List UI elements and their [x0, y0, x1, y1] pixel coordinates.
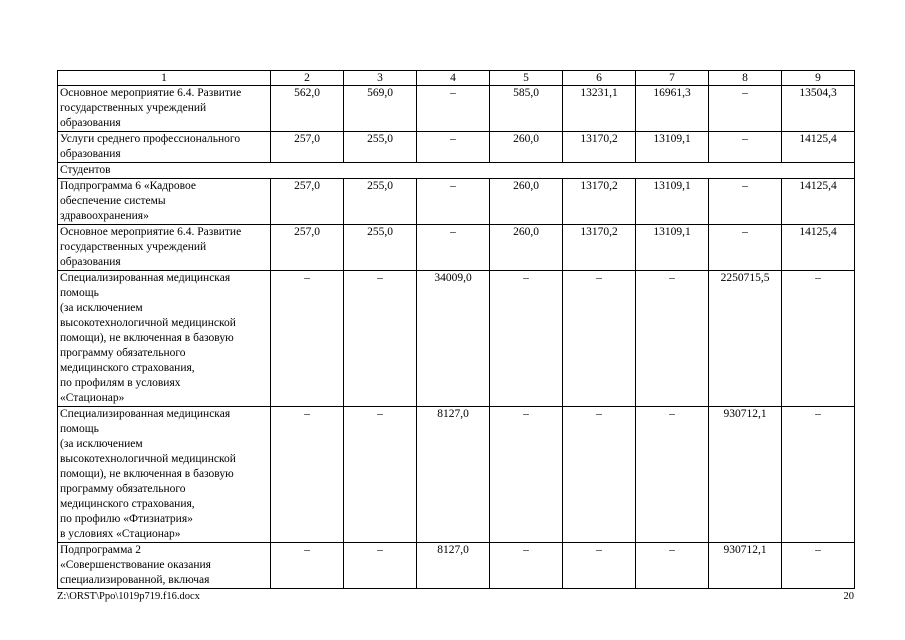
value-cell-col-4: 34009,0: [417, 271, 490, 407]
column-header-3: 3: [344, 71, 417, 86]
value-cell-col-8: –: [709, 225, 782, 271]
column-header-6: 6: [563, 71, 636, 86]
data-table: [57, 70, 855, 589]
value-cell-col-8: –: [709, 179, 782, 225]
row-name-cell: Услуги среднего профессионального образования: [58, 132, 271, 163]
row-name-cell: Подпрограмма 6 «Кадровое обеспечение системы здравоохранения»: [58, 179, 271, 225]
row-name-cell: Основное мероприятие 6.4. Развитие государственных учреждений образования: [58, 225, 271, 271]
value-cell-col-4: –: [417, 86, 490, 132]
value-cell-col-8: 2250715,5: [709, 271, 782, 407]
value-cell-col-7: –: [636, 271, 709, 407]
table-row: [58, 132, 855, 163]
row-name-cell: Специализированная медицинская помощь (за исключением высокотехнологичной медицинской помощи), не включенная в базовую программу обязательного медицинского страхования, по профилю «Фтизиатрия» в условиях «Стационар»: [58, 407, 271, 543]
value-cell-col-6: 13170,2: [563, 179, 636, 225]
value-cell-col-9: –: [782, 407, 855, 543]
footer-file-path: Z:\ORST\Ppo\1019p719.f16.docx: [57, 591, 200, 602]
table-row: [58, 543, 855, 589]
value-cell-col-5: –: [490, 271, 563, 407]
value-cell-col-5: –: [490, 543, 563, 589]
column-header-4: 4: [417, 71, 490, 86]
value-cell-col-7: –: [636, 543, 709, 589]
row-name-cell: Подпрограмма 2 «Совершенствование оказания специализированной, включая: [58, 543, 271, 589]
table-row: [58, 179, 855, 225]
value-cell-col-9: 14125,4: [782, 179, 855, 225]
table-header-row: [58, 71, 855, 86]
column-header-5: 5: [490, 71, 563, 86]
row-name-cell: Специализированная медицинская помощь (за исключением высокотехнологичной медицинской помощи), не включенная в базовую программу обязательного медицинского страхования, по профилям в условиях «Стационар»: [58, 271, 271, 407]
value-cell-col-9: 13504,3: [782, 86, 855, 132]
column-header-1: 1: [58, 71, 271, 86]
value-cell-col-2: 257,0: [271, 225, 344, 271]
column-header-2: 2: [271, 71, 344, 86]
table-row: [58, 271, 855, 407]
value-cell-col-6: 13170,2: [563, 132, 636, 163]
value-cell-col-2: 257,0: [271, 132, 344, 163]
value-cell-col-4: 8127,0: [417, 543, 490, 589]
value-cell-col-8: –: [709, 86, 782, 132]
value-cell-col-2: 562,0: [271, 86, 344, 132]
value-cell-col-9: 14125,4: [782, 132, 855, 163]
value-cell-col-9: –: [782, 271, 855, 407]
table-row: [58, 407, 855, 543]
column-header-8: 8: [709, 71, 782, 86]
table-row: [58, 86, 855, 132]
value-cell-col-6: 13170,2: [563, 225, 636, 271]
value-cell-col-5: 585,0: [490, 86, 563, 132]
value-cell-col-2: 257,0: [271, 179, 344, 225]
value-cell-col-7: 13109,1: [636, 225, 709, 271]
value-cell-col-4: –: [417, 132, 490, 163]
value-cell-col-2: –: [271, 407, 344, 543]
value-cell-col-5: –: [490, 407, 563, 543]
value-cell-col-8: –: [709, 132, 782, 163]
row-name-cell: Основное мероприятие 6.4. Развитие государственных учреждений образования: [58, 86, 271, 132]
value-cell-col-2: –: [271, 543, 344, 589]
value-cell-col-7: 13109,1: [636, 179, 709, 225]
value-cell-col-3: 255,0: [344, 225, 417, 271]
value-cell-col-6: –: [563, 407, 636, 543]
value-cell-col-3: –: [344, 271, 417, 407]
value-cell-col-4: –: [417, 225, 490, 271]
value-cell-col-2: –: [271, 271, 344, 407]
value-cell-col-8: 930712,1: [709, 407, 782, 543]
value-cell-col-4: –: [417, 179, 490, 225]
value-cell-col-3: –: [344, 543, 417, 589]
value-cell-col-4: 8127,0: [417, 407, 490, 543]
value-cell-col-5: 260,0: [490, 132, 563, 163]
section-label: Студентов: [58, 163, 855, 179]
value-cell-col-7: 16961,3: [636, 86, 709, 132]
value-cell-col-3: 569,0: [344, 86, 417, 132]
value-cell-col-7: 13109,1: [636, 132, 709, 163]
value-cell-col-3: –: [344, 407, 417, 543]
value-cell-col-3: 255,0: [344, 132, 417, 163]
value-cell-col-8: 930712,1: [709, 543, 782, 589]
value-cell-col-5: 260,0: [490, 225, 563, 271]
table-body: [58, 86, 855, 589]
value-cell-col-6: 13231,1: [563, 86, 636, 132]
value-cell-col-9: 14125,4: [782, 225, 855, 271]
table-row: [58, 225, 855, 271]
column-header-9: 9: [782, 71, 855, 86]
table-row: [58, 163, 855, 179]
value-cell-col-9: –: [782, 543, 855, 589]
column-header-7: 7: [636, 71, 709, 86]
value-cell-col-3: 255,0: [344, 179, 417, 225]
page-number: 20: [843, 591, 854, 602]
value-cell-col-7: –: [636, 407, 709, 543]
value-cell-col-6: –: [563, 271, 636, 407]
value-cell-col-6: –: [563, 543, 636, 589]
value-cell-col-5: 260,0: [490, 179, 563, 225]
